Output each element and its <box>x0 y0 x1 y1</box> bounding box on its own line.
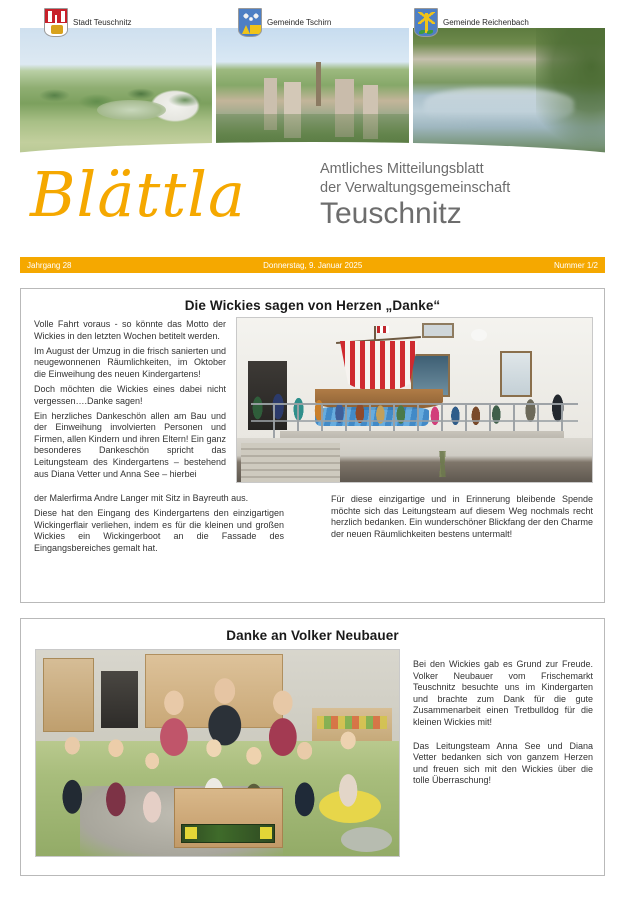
article-2-photo-group <box>35 649 400 857</box>
masthead-subtitle-line1: Amtliches Mitteilungsblatt <box>320 161 484 177</box>
banner-photo-tschirn <box>216 28 408 158</box>
crest-label-reichenbach: Gemeinde Reichenbach <box>443 18 529 27</box>
kindergarten-room-scene <box>36 650 399 856</box>
article-1-column-left <box>34 319 226 484</box>
handrail-lower <box>251 420 578 422</box>
viking-facade-scene <box>237 318 592 482</box>
grass-tufts <box>336 451 549 477</box>
edition-bar <box>20 257 605 273</box>
masthead-town-name: Teuschnitz <box>320 197 462 231</box>
coat-of-arms-tschirn-icon <box>238 8 262 37</box>
article-2-title: Danke an Volker Neubauer <box>226 628 399 643</box>
crest-label-teuschnitz: Stadt Teuschnitz <box>73 18 132 27</box>
article-1-title: Die Wickies sagen von Herzen „Danke“ <box>184 298 441 313</box>
masthead-subtitle-line2: der Verwaltungsgemeinschaft <box>320 179 511 196</box>
masthead-subtitle-block <box>320 160 615 230</box>
article-1-photo-viking-ship <box>236 317 593 483</box>
edition-number: Nummer 1/2 <box>553 260 598 270</box>
edition-date: Donnerstag, 9. Januar 2025 <box>263 260 363 270</box>
article-2-column-right <box>413 659 593 790</box>
crest-tag-tschirn <box>238 8 331 37</box>
article-2-paragraph: Das Leitungsteam Anna See und Diana Vetter bedanken sich von ganzem Herzen und freuen sich mit den Wickies über die tolle Überraschung! <box>413 740 593 786</box>
banner-photo-teuschnitz <box>20 28 212 158</box>
article-1-paragraph: der Malerfirma Andre Langer mit Sitz in Bayreuth aus. <box>34 493 249 503</box>
crest-tag-reichenbach <box>414 8 529 37</box>
header-banner <box>20 28 605 158</box>
box-product-label <box>181 824 275 844</box>
article-1-paragraph: Ein herzliches Dankeschön allen am Bau und der Einweihung involvierten Personen und Firmen, allen Kindern und ihren Eltern! Ein ganz besonderes Dankeschön spricht das Leitungsteam des Kindergartens – bestehend aus Diana Vetter und Anna See – hierbei <box>34 410 226 479</box>
article-danke-volker-neubauer <box>20 618 605 876</box>
article-1-column-below <box>34 493 284 558</box>
leaf-charge-icon <box>419 30 425 34</box>
article-2-paragraph: Bei den Wickies gab es Grund zur Freude. Volker Neubauer vom Frischemarkt Teuschnitz besuchte uns im Kindergarten und brachte zum Dank für die gute Zusammenarbeit einen Tretbulldog für die kleinen Wickies mit! <box>413 659 593 727</box>
banner-photo-reichenbach <box>413 28 605 158</box>
lion-charge-icon <box>51 25 63 34</box>
article-1-paragraph: Für diese einzigartige und in Erinnerung bleibende Spende möchte sich das Leitungsteam auf diesem Weg nochmals recht herzlich bedanken. Ein wunderschöner Blickfang der den Charme der neuen Räumlichkeiten bestens untermalt! <box>331 494 593 539</box>
coat-of-arms-teuschnitz-icon <box>44 8 68 37</box>
article-1-paragraph: Volle Fahrt voraus - so könnte das Motto der Wickies in den letzten Wochen betitelt werden. <box>34 319 226 341</box>
crest-label-tschirn: Gemeinde Tschirn <box>267 18 332 27</box>
edition-volume: Jahrgang 28 <box>27 260 72 270</box>
entrance-steps <box>241 443 340 482</box>
article-wickies-danke <box>20 288 605 603</box>
mast-flag-icon <box>377 326 389 333</box>
article-1-column-right <box>331 494 593 544</box>
article-1-paragraph: Diese hat den Eingang des Kindergartens den einzigartigen Wickingerflair verliehen, indem es für die kleinen und großen Wickies ein Wickingerboot an die Fassade des Eingangsbereiches gemalt hat. <box>34 508 284 553</box>
article-1-paragraph: Im August der Umzug in die frisch sanierten und neugewonnenen Räumlichkeiten, im Oktober die Einweihung des neuen Kindergartens! <box>34 345 226 379</box>
crest-tag-teuschnitz <box>44 8 132 37</box>
upper-window <box>422 323 454 338</box>
masthead <box>0 160 625 256</box>
publication-title: Blättla <box>30 158 246 231</box>
gift-cardboard-box <box>174 788 283 848</box>
article-1-paragraph: Doch möchten die Wickies eines dabei nicht vergessen….Danke sagen! <box>34 383 226 406</box>
coat-of-arms-reichenbach-icon <box>414 8 438 37</box>
